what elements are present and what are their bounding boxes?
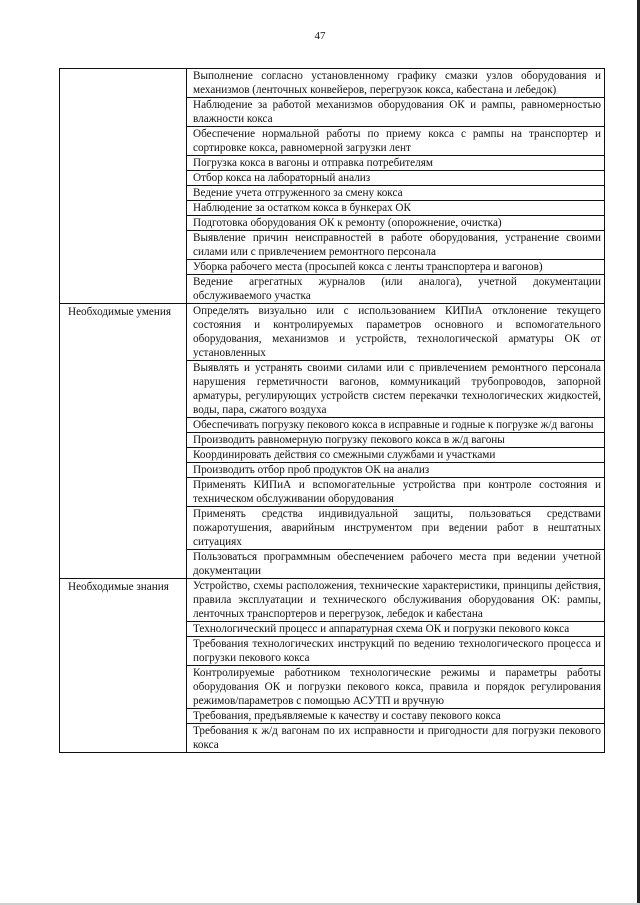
requirement-item: Выявление причин неисправностей в работе оборудования, устранение своими силами или с привлечением ремонтного персонала xyxy=(187,231,605,260)
competency-table xyxy=(59,68,605,753)
requirement-item: Ведение агрегатных журналов (или аналога), учетной документации обслуживаемого участка xyxy=(187,275,605,304)
requirement-item: Обеспечивать погрузку пекового кокса в исправные и годные к погрузке ж/д вагоны xyxy=(187,418,605,433)
requirement-item: Подготовка оборудования ОК к ремонту (опорожнение, очистка) xyxy=(187,216,605,231)
requirement-item: Требования, предъявляемые к качеству и составу пекового кокса xyxy=(187,709,605,724)
requirement-item: Определять визуально или с использованием КИПиА отклонение текущего состояния и контролируемых параметров основного и вспомогательного оборудования, механизмов и устройств, технологической арматуры ОК от установленных xyxy=(187,304,605,361)
section-label xyxy=(60,69,187,304)
section-label: Необходимые знания xyxy=(60,579,187,753)
requirement-item: Выявлять и устранять своими силами или с привлечением ремонтного персонала нарушения герметичности вагонов, коммуникаций трубопроводов, запорной арматуры, регулирующих устройств систем перекачки технологических жидкостей, воды, пара, сжатого воздуха xyxy=(187,361,605,418)
requirement-item: Требования технологических инструкций по ведению технологического процесса и погрузки пекового кокса xyxy=(187,637,605,666)
requirement-item: Пользоваться программным обеспечением рабочего места при ведении учетной документации xyxy=(187,550,605,579)
requirement-item: Наблюдение за остатком кокса в бункерах ОК xyxy=(187,201,605,216)
table-row xyxy=(60,304,605,361)
requirement-item: Производить отбор проб продуктов ОК на анализ xyxy=(187,463,605,478)
requirement-item: Отбор кокса на лабораторный анализ xyxy=(187,171,605,186)
requirement-item: Выполнение согласно установленному графику смазки узлов оборудования и механизмов (ленточных конвейеров, перегрузок кокса, кабестана и лебедок) xyxy=(187,69,605,98)
table-body xyxy=(60,69,605,753)
requirement-item: Требования к ж/д вагонам по их исправности и пригодности для погрузки пекового кокса xyxy=(187,724,605,753)
page-number: 47 xyxy=(314,30,326,42)
table-row xyxy=(60,69,605,98)
requirement-item: Устройство, схемы расположения, технические характеристики, принципы действия, правила эксплуатации и технического обслуживания оборудования ОК: рампы, ленточных транспортеров и перегрузок, лебедок и кабестана xyxy=(187,579,605,622)
requirement-item: Наблюдение за работой механизмов оборудования ОК и рампы, равномерностью влажности кокса xyxy=(187,98,605,127)
section-label: Необходимые умения xyxy=(60,304,187,579)
requirement-item: Применять средства индивидуальной защиты, пользоваться средствами пожаротушения, аварийным инструментом при ведении работ в нештатных ситуациях xyxy=(187,507,605,550)
requirement-item: Координировать действия со смежными службами и участками xyxy=(187,448,605,463)
requirement-item: Погрузка кокса в вагоны и отправка потребителям xyxy=(187,156,605,171)
table-row xyxy=(60,579,605,622)
requirement-item: Уборка рабочего места (просыпей кокса с ленты транспортера и вагонов) xyxy=(187,260,605,275)
requirement-item: Обеспечение нормальной работы по приему кокса с рампы на транспортер и сортировке кокса, равномерной загрузки лент xyxy=(187,127,605,156)
requirement-item: Применять КИПиА и вспомогательные устройства при контроле состояния и техническом обслуживании оборудования xyxy=(187,478,605,507)
requirement-item: Контролируемые работником технологические режимы и параметры работы оборудования ОК и погрузки пекового кокса, правила и порядок регулирования режимов/параметров с помощью АСУТП и вручную xyxy=(187,666,605,709)
requirement-item: Производить равномерную погрузку пекового кокса в ж/д вагоны xyxy=(187,433,605,448)
requirement-item: Технологический процесс и аппаратурная схема ОК и погрузки пекового кокса xyxy=(187,622,605,637)
requirement-item: Ведение учета отгруженного за смену кокса xyxy=(187,186,605,201)
